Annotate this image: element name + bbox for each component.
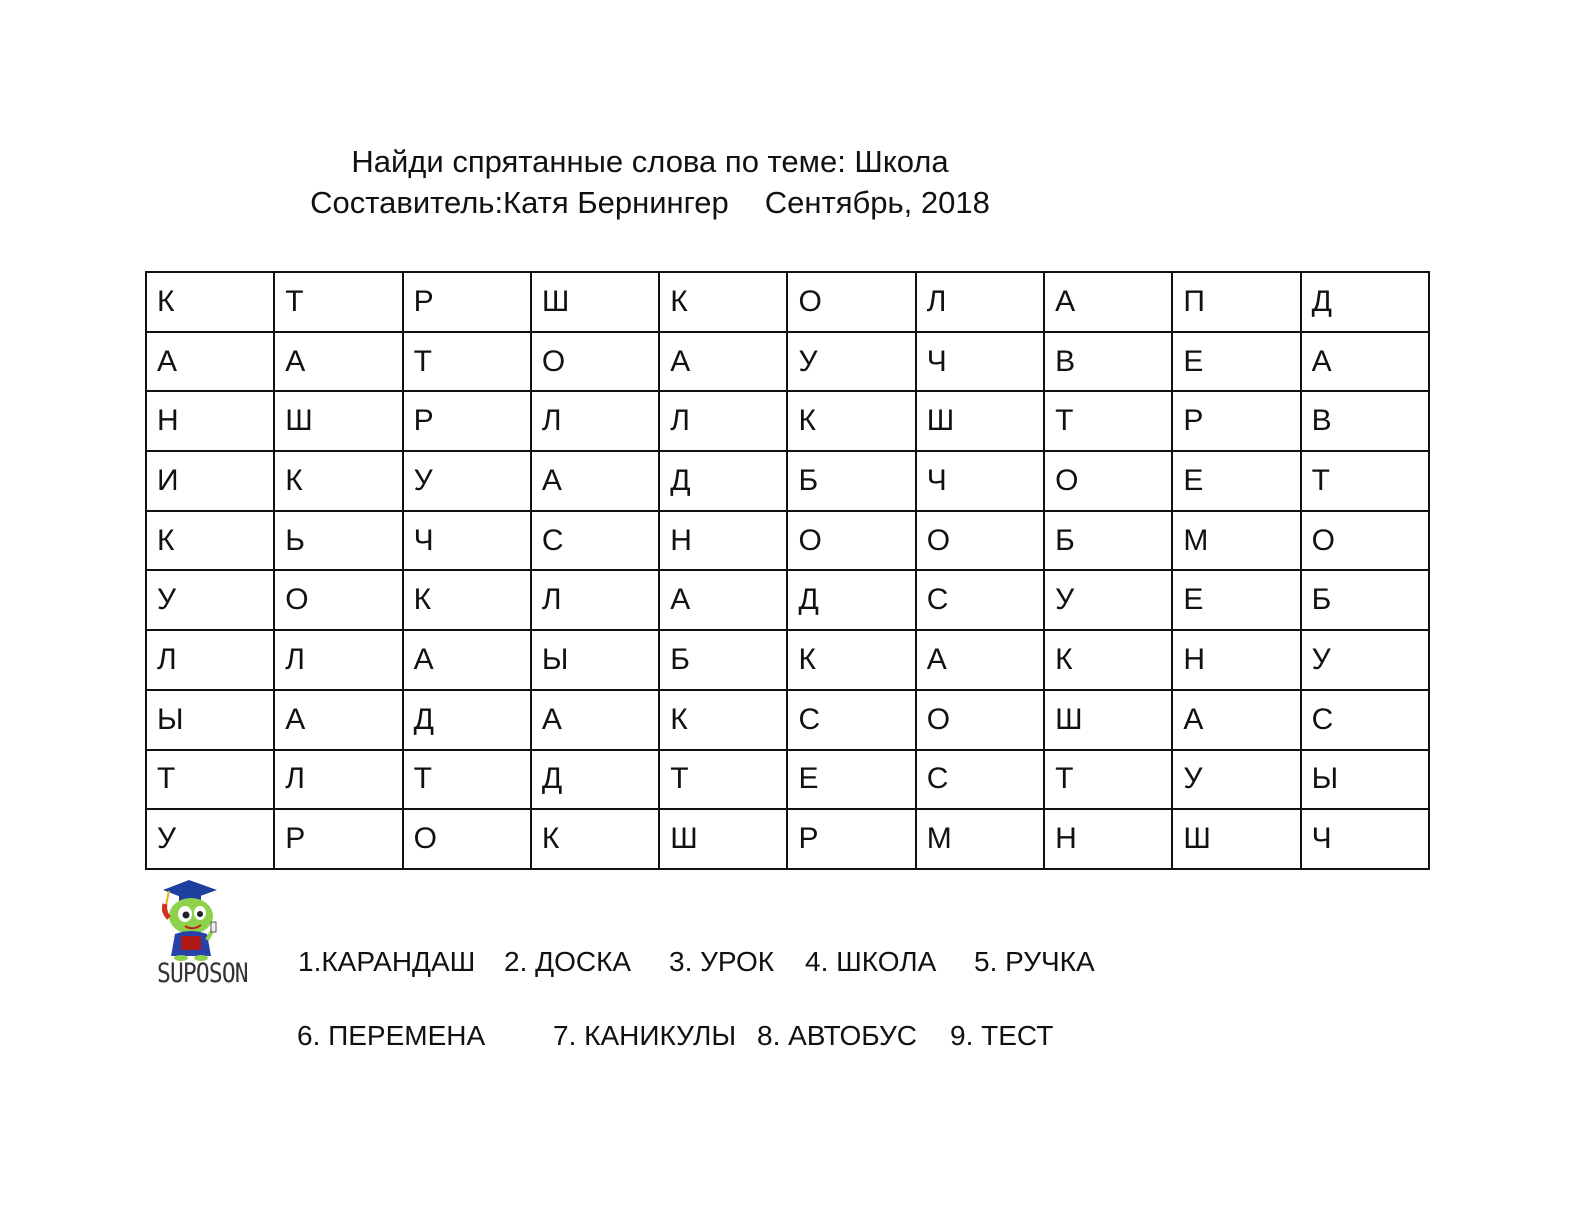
page-title	[0, 143, 1300, 181]
grid-cell: К	[659, 690, 787, 750]
grid-cell: С	[916, 570, 1044, 630]
grid-cell: О	[1044, 451, 1172, 511]
grid-row	[146, 451, 1429, 511]
word-list-item: 6. ПЕРЕМЕНА	[297, 1020, 486, 1051]
grid-cell: Ч	[403, 511, 531, 571]
grid-cell: А	[1301, 332, 1429, 392]
grid-cell: Б	[787, 451, 915, 511]
grid-cell: В	[1044, 332, 1172, 392]
grid-cell: М	[1172, 511, 1300, 571]
grid-row	[146, 511, 1429, 571]
grid-cell: С	[787, 690, 915, 750]
grid-cell: Ш	[1044, 690, 1172, 750]
grid-row	[146, 391, 1429, 451]
grid-row	[146, 809, 1429, 869]
grid-cell: Б	[1301, 570, 1429, 630]
grid-cell: А	[916, 630, 1044, 690]
grid-cell: Ь	[274, 511, 402, 571]
grid-cell: А	[531, 451, 659, 511]
grid-cell: О	[916, 511, 1044, 571]
word-list-item: 1.КАРАНДАШ	[298, 946, 476, 977]
grid-cell: Т	[1301, 451, 1429, 511]
grid-cell: А	[403, 630, 531, 690]
grid-cell: С	[531, 511, 659, 571]
grid-row	[146, 750, 1429, 810]
grid-cell: Е	[1172, 570, 1300, 630]
grid-cell: О	[403, 809, 531, 869]
grid-cell: А	[659, 570, 787, 630]
grid-cell: О	[916, 690, 1044, 750]
grid-cell: У	[1172, 750, 1300, 810]
grid-cell: Л	[531, 570, 659, 630]
grid-row	[146, 690, 1429, 750]
grid-cell: Р	[274, 809, 402, 869]
grid-cell: У	[1044, 570, 1172, 630]
grid-cell: К	[787, 630, 915, 690]
grid-cell: Ч	[916, 451, 1044, 511]
grid-cell: Е	[787, 750, 915, 810]
grid-cell: В	[1301, 391, 1429, 451]
grid-cell: А	[1172, 690, 1300, 750]
grid-cell: И	[146, 451, 274, 511]
grid-cell: Ы	[1301, 750, 1429, 810]
word-list-item: 3. УРОК	[669, 946, 775, 977]
grid-row	[146, 332, 1429, 392]
grid-cell: Д	[403, 690, 531, 750]
grid-cell: Р	[1172, 391, 1300, 451]
grid-cell: Ш	[916, 391, 1044, 451]
grid-cell: Б	[1044, 511, 1172, 571]
grid-cell: Р	[787, 809, 915, 869]
grid-cell: Л	[659, 391, 787, 451]
grid-cell: А	[274, 690, 402, 750]
grid-cell: К	[274, 451, 402, 511]
grid-cell: С	[1301, 690, 1429, 750]
grid-cell: О	[787, 511, 915, 571]
grid-cell: Т	[146, 750, 274, 810]
grid-cell: Н	[146, 391, 274, 451]
grid-cell: Ч	[916, 332, 1044, 392]
subtitle	[0, 184, 1300, 222]
word-list-item: 4. ШКОЛА	[805, 946, 937, 977]
grid-cell: Н	[1044, 809, 1172, 869]
grid-cell: У	[787, 332, 915, 392]
grid-cell: К	[1044, 630, 1172, 690]
grid-cell: Д	[787, 570, 915, 630]
title-text: Найди спрятанные слова по теме: Школа	[351, 144, 949, 179]
grid-cell: А	[146, 332, 274, 392]
grid-cell: А	[274, 332, 402, 392]
grid-cell: О	[274, 570, 402, 630]
grid-cell: Д	[531, 750, 659, 810]
grid-cell: К	[146, 272, 274, 332]
grid-cell: Л	[916, 272, 1044, 332]
grid-cell: Ы	[531, 630, 659, 690]
grid-cell: У	[1301, 630, 1429, 690]
grid-cell: Б	[659, 630, 787, 690]
word-search-grid	[145, 271, 1430, 870]
grid-cell: Е	[1172, 332, 1300, 392]
grid-cell: У	[146, 570, 274, 630]
grid-cell: Л	[274, 630, 402, 690]
grid-cell: Р	[403, 391, 531, 451]
grid-cell: Ш	[659, 809, 787, 869]
grid-cell: Л	[146, 630, 274, 690]
grid-cell: К	[146, 511, 274, 571]
grid-cell: Ч	[1301, 809, 1429, 869]
grid-cell: Д	[1301, 272, 1429, 332]
grid-cell: О	[1301, 511, 1429, 571]
grid-cell: М	[916, 809, 1044, 869]
grid-cell: С	[916, 750, 1044, 810]
grid-cell: А	[1044, 272, 1172, 332]
grid-cell: К	[787, 391, 915, 451]
grid-cell: О	[531, 332, 659, 392]
grid-cell: Ш	[531, 272, 659, 332]
grid-cell: Р	[403, 272, 531, 332]
grid-cell: К	[531, 809, 659, 869]
logo-text: SUPOSON	[157, 958, 248, 989]
grid-cell: О	[787, 272, 915, 332]
grid-cell: Н	[659, 511, 787, 571]
grid-cell: А	[659, 332, 787, 392]
word-list-item: 9. ТЕСТ	[950, 1020, 1054, 1051]
grid-cell: Т	[1044, 391, 1172, 451]
word-list-item: 7. КАНИКУЛЫ	[553, 1020, 737, 1051]
grid-cell: Ы	[146, 690, 274, 750]
word-list-item: 8. АВТОБУС	[757, 1020, 917, 1051]
grid-row	[146, 630, 1429, 690]
grid-row	[146, 272, 1429, 332]
grid-cell: Т	[659, 750, 787, 810]
grid-cell: А	[531, 690, 659, 750]
grid-cell: Т	[403, 750, 531, 810]
grid-cell: Ш	[274, 391, 402, 451]
grid-cell: К	[403, 570, 531, 630]
grid-cell: У	[146, 809, 274, 869]
grid-row	[146, 570, 1429, 630]
grid-cell: Ш	[1172, 809, 1300, 869]
grid-cell: Н	[1172, 630, 1300, 690]
word-list-item: 2. ДОСКА	[504, 946, 632, 977]
date-text: Сентябрь, 2018	[764, 185, 990, 220]
grid-cell: Т	[1044, 750, 1172, 810]
grid-cell: К	[659, 272, 787, 332]
grid-cell: У	[403, 451, 531, 511]
grid-cell: П	[1172, 272, 1300, 332]
author-text: Составитель:Катя Бернингер	[310, 185, 729, 220]
grid-cell: Т	[274, 272, 402, 332]
grid-cell: Е	[1172, 451, 1300, 511]
grid-cell: Л	[531, 391, 659, 451]
grid-cell: Д	[659, 451, 787, 511]
grid-cell: Л	[274, 750, 402, 810]
grid-cell: Т	[403, 332, 531, 392]
word-list-item: 5. РУЧКА	[974, 946, 1095, 977]
